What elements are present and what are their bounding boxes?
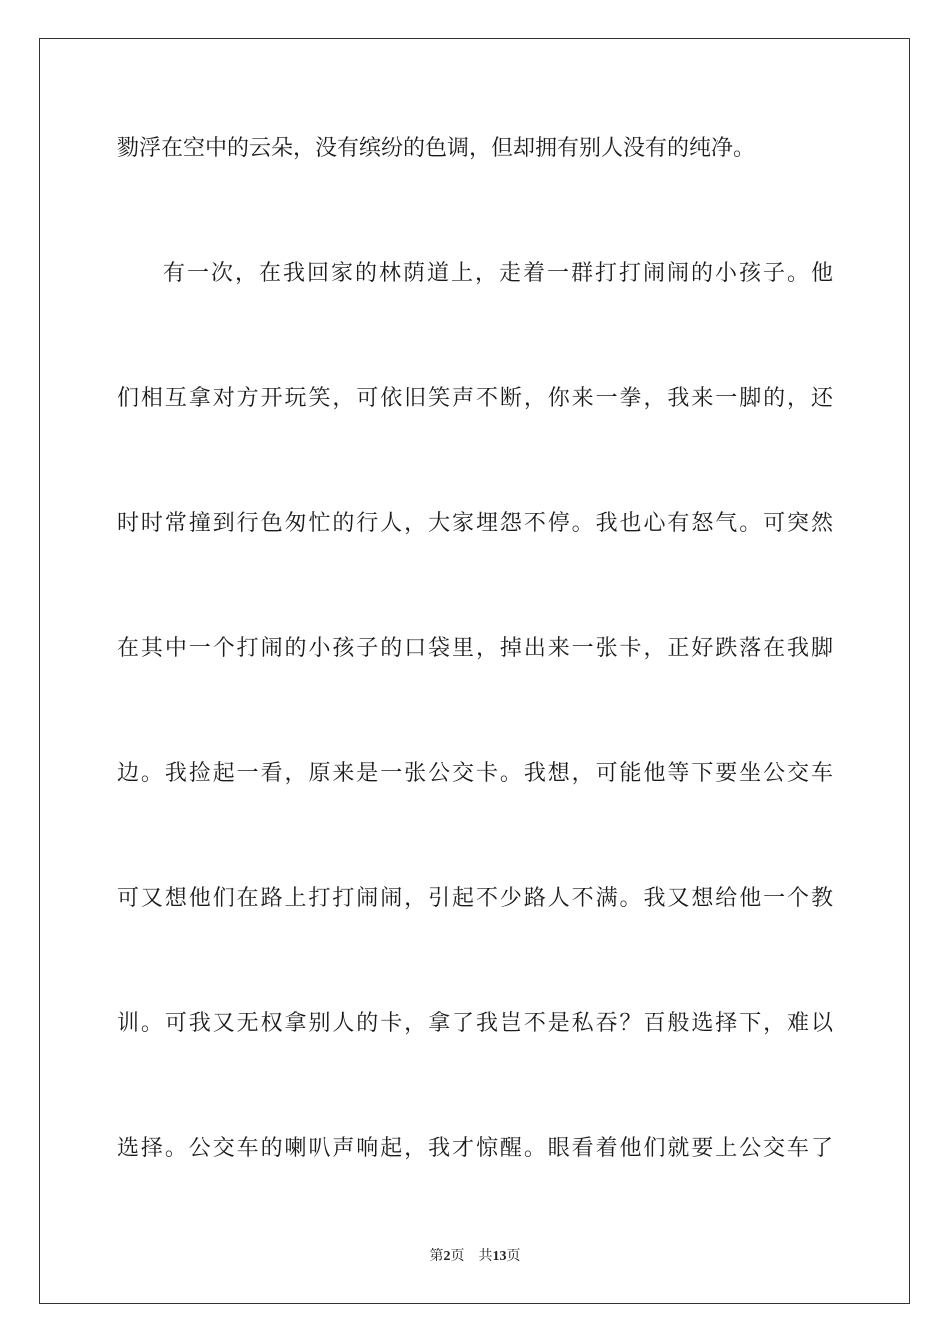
text-line-2: 有一次，在我回家的林荫道上，走着一群打打闹闹的小孩子。他 — [163, 261, 833, 286]
footer-page-prefix: 第 — [429, 1249, 444, 1264]
text-line-8: 训。可我又无权拿别人的卡，拿了我岂不是私吞？百般选择下，难以 — [117, 1011, 833, 1036]
footer-page-suffix: 页 — [450, 1249, 465, 1264]
page-footer — [0, 1248, 950, 1266]
footer-page-total: 13 — [492, 1249, 507, 1264]
text-line-9: 选择。公交车的喇叭声响起，我才惊醒。眼看着他们就要上公交车了 — [117, 1136, 833, 1161]
text-line-6: 边。我捡起一看，原来是一张公交卡。我想，可能他等下要坐公交车 — [117, 761, 833, 786]
footer-page-current: 2 — [443, 1249, 451, 1264]
footer-total-prefix: 共 — [478, 1249, 493, 1264]
text-line-5: 在其中一个打闹的小孩子的口袋里，掉出来一张卡，正好跌落在我脚 — [117, 636, 833, 661]
text-line-4: 时时常撞到行色匆忙的行人，大家埋怨不停。我也心有怒气。可突然 — [117, 511, 833, 536]
text-line-3: 们相互拿对方开玩笑，可依旧笑声不断，你来一拳，我来一脚的，还 — [117, 386, 833, 411]
text-line-1: 勠浮在空中的云朵，没有缤纷的色调，但却拥有别人没有的纯净。 — [117, 136, 756, 161]
page-border — [39, 38, 910, 1304]
text-line-7: 可又想他们在路上打打闹闹，引起不少路人不满。我又想给他一个教 — [117, 886, 833, 911]
footer-total-suffix: 页 — [506, 1249, 521, 1264]
